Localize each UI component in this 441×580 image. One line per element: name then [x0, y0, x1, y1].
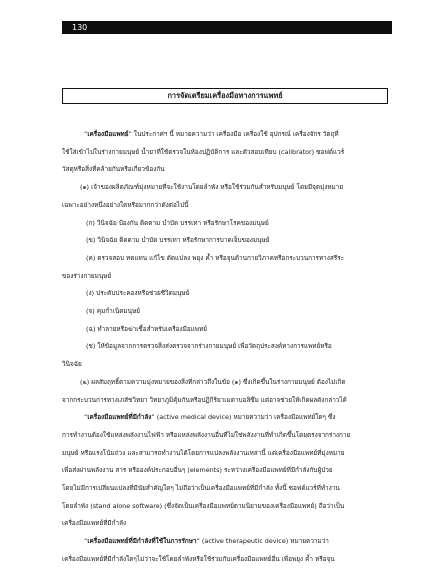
document-body — [62, 126, 392, 569]
line-text: (๒) ผลสัมฤทธิ์ตามความมุ่งหมายของสิ่งที่กล่าวถึงในข้อ (๑) ซึ่งเกิดขึ้นในร่างกายมนุษย์ ต้องไม่เกิด — [80, 377, 346, 386]
body-line — [62, 480, 392, 498]
defined-term: เครื่องมือแพทย์ — [87, 130, 129, 138]
body-line — [62, 268, 392, 286]
body-line — [62, 392, 392, 410]
line-text: เครื่องมือแพทย์ที่มีกำลังใดๆไม่ว่าจะใช้โดยลำพังหรือใช้ร่วมกับเครื่องมือแพทย์อื่น เพื่อพยุง ค้ำ หรือจุน — [62, 554, 335, 563]
body-line — [62, 462, 392, 480]
line-text: วินิจฉัย — [62, 360, 82, 369]
line-text: วัสดุหรือสิ่งที่คล้ายกันหรือเกี่ยวข้องกัน — [62, 165, 165, 174]
body-line — [62, 551, 392, 569]
line-text: “ — [84, 537, 88, 546]
line-text: โดยลำพัง (stand alone software) (ซึ่งจัดเป็นเครื่องมือแพทย์ตามนิยามของเครื่องมือแพทย์) ถือว่าเป็น — [62, 501, 345, 510]
page-number-bar — [62, 21, 392, 34]
line-text: มนุษย์ หรือแรงโน้มถ่วง และสามารถทำงานได้โดยการแปลงพลังงานเหล่านี้ แต่เครื่องมือแพทย์ที่มุ่งหมาย — [62, 448, 345, 457]
line-text: จากกระบวนการทางเภสัชวิทยา วิทยาภูมิคุ้มกันหรือปฏิกิริยาเมตาบอลิซึม แต่อาจช่วยให้เกิดผลดังกล่าวได้ — [62, 395, 347, 404]
body-line — [62, 498, 392, 516]
line-text: (ค) ตรวจสอบ ทดแทน แก้ไข ดัดแปลง พยุง ค้ำ หรือจุนด้านกายวิภาคหรือกระบวนการทางสรีระ — [86, 253, 345, 262]
line-text: โดยไม่มีการเปลี่ยนแปลงที่มีนัยสำคัญใดๆ ไม่ถือว่าเป็นเครื่องมือแพทย์ที่มีกำลัง ทั้งนี้ ซอฟต์แวร์ที่ทำงาน — [62, 484, 340, 493]
line-text: เพื่อส่งผ่านพลังงาน สาร หรือองค์ประกอบอื่นๆ (elements) ระหว่างเครื่องมือแพทย์ที่มีกำลังกับผู้ป่วย — [62, 466, 333, 475]
line-text: (ง) ประคับประคองหรือช่วยชีวิตมนุษย์ — [86, 289, 190, 298]
line-text: (ข) วินิจฉัย ติดตาม บำบัด บรรเทา หรือรักษาการบาดเจ็บของมนุษย์ — [86, 236, 270, 245]
line-text: “ — [84, 413, 88, 422]
line-text: ” (active therapeutic device) หมายความว่า — [196, 537, 329, 546]
line-text: (ก) วินิจฉัย ป้องกัน ติดตาม บำบัด บรรเทา หรือรักษาโรคของมนุษย์ — [86, 218, 269, 227]
section-title: การจัดเตรียมเครื่องมือทางการแพทย์ — [62, 88, 388, 104]
line-text: เฉพาะอย่างหนึ่งอย่างใดหรือมากกว่าดังต่อไปนี้ — [62, 200, 189, 209]
body-line — [62, 338, 392, 356]
line-text: การทำงานต้องใช้แหล่งพลังงานไฟฟ้า หรือแหล่งพลังงานอื่นที่ไม่ใช่พลังงานที่ทำเกิดขึ้นโดยตรงจากร่างกาย — [62, 430, 351, 439]
body-line — [62, 250, 392, 268]
body-line — [62, 215, 392, 233]
line-text: (ฉ) ทำลายหรือฆ่าเชื้อสำหรับเครื่องมือแพทย์ — [86, 324, 207, 333]
line-text: ของร่างกายมนุษย์ — [62, 271, 112, 280]
body-line — [62, 285, 392, 303]
line-text: (๑) เจ้าของผลิตภัณฑ์มุ่งหมายที่จะใช้งานโดยลำพัง หรือใช้ร่วมกันสำหรับมนุษย์ โดยมีจุดมุ่งหมาย — [80, 183, 344, 192]
line-text: (ช) ให้ข้อมูลจากการตรวจสิ่งส่งตรวจจากร่างกายมนุษย์ เพื่อวัตถุประสงค์ทางการแพทย์หรือ — [86, 342, 332, 351]
body-line — [62, 356, 392, 374]
body-line — [62, 533, 392, 551]
body-line — [62, 515, 392, 533]
body-line — [62, 303, 392, 321]
body-line — [62, 374, 392, 392]
body-line — [62, 409, 392, 427]
body-line — [62, 161, 392, 179]
page-number: 130 — [72, 23, 88, 32]
defined-term: เครื่องมือแพทย์ที่มีกำลังที่ใช้ในการรักษา — [87, 537, 197, 546]
line-text: ใช้ใส่เข้าไปในร่างกายมนุษย์ น้ำยาที่ใช้ตรวจในห้องปฏิบัติการ และตัวสอบเทียบ (calibrator) ซอฟต์แวร์ — [62, 147, 345, 156]
line-text: “ — [84, 130, 88, 138]
body-line — [62, 126, 392, 144]
body-line — [62, 445, 392, 463]
line-text: (จ) คุมกำเนิดมนุษย์ — [86, 307, 140, 316]
body-line — [62, 179, 392, 197]
body-line — [62, 427, 392, 445]
line-text: เครื่องมือแพทย์ที่มีกำลัง — [62, 519, 127, 528]
body-line — [62, 232, 392, 250]
body-line — [62, 144, 392, 162]
line-text: ” (active medical device) หมายความว่า เครื่องมือแพทย์ใดๆ ซึ่ง — [151, 413, 336, 422]
line-text: ” ในประกาศฯ นี้ หมายความว่า เครื่องมือ เครื่องใช้ อุปกรณ์ เครื่องจักร วัตถุที่ — [128, 130, 339, 138]
defined-term: เครื่องมือแพทย์ที่มีกำลัง — [87, 413, 152, 422]
body-line — [62, 197, 392, 215]
body-line — [62, 321, 392, 339]
